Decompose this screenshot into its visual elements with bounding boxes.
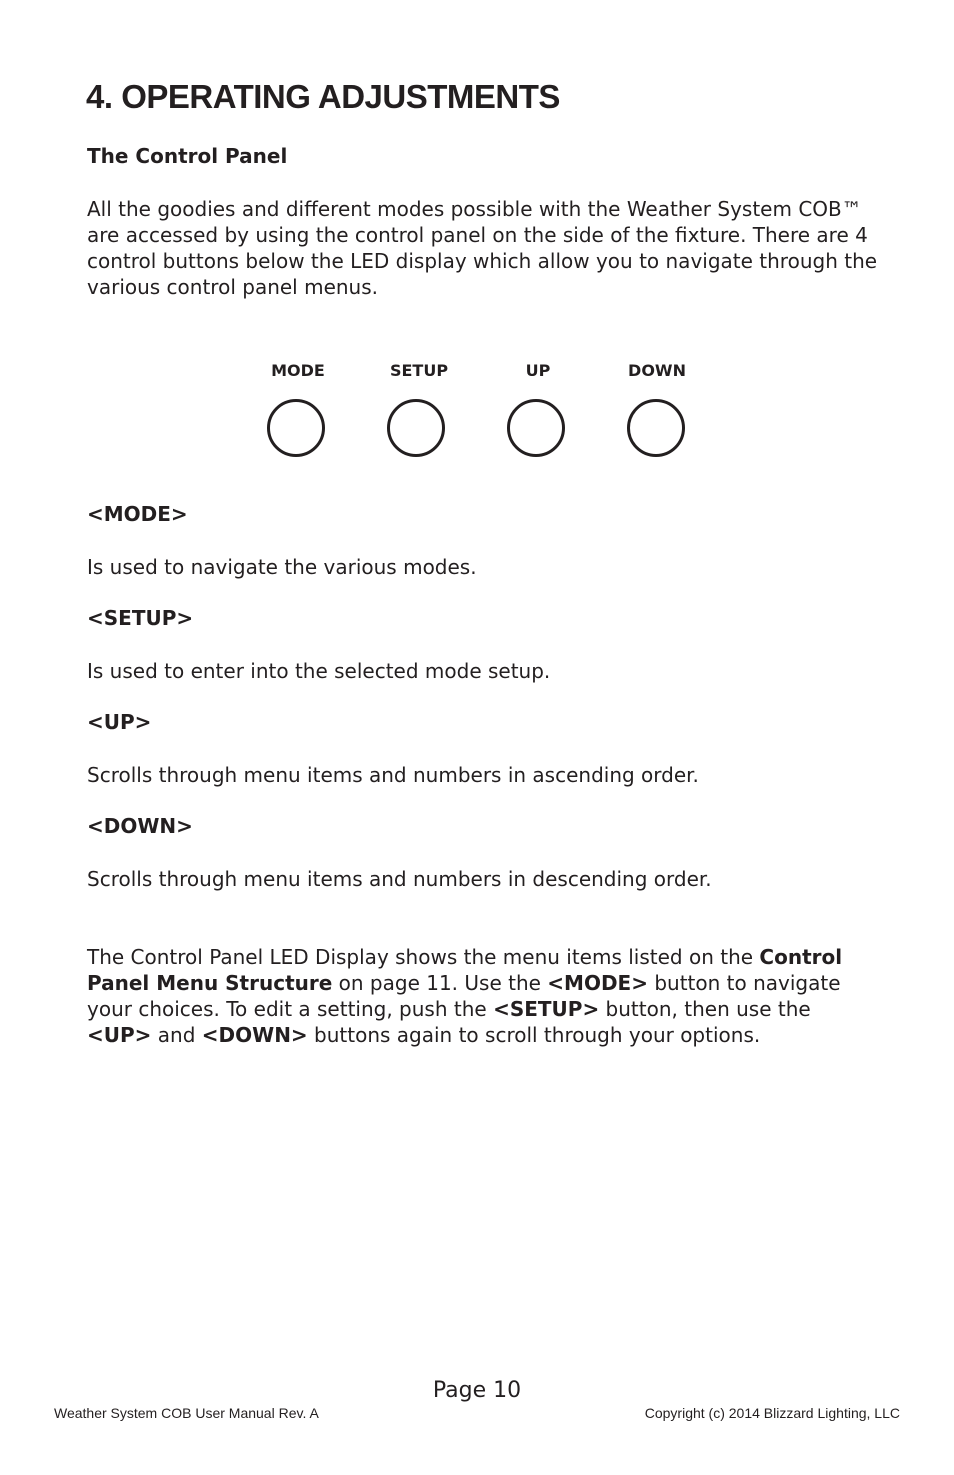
setup-heading: <SETUP> [87, 606, 194, 630]
summary-text: The Control Panel LED Display shows the menu items listed on the [87, 945, 760, 969]
down-description: Scrolls through menu items and numbers in descending order. [87, 867, 712, 891]
summary-text: button, then use the [599, 997, 811, 1021]
menu-structure-reference: Control Panel Menu Structure [87, 945, 843, 995]
summary-text: and [151, 1023, 202, 1047]
section-heading-control-panel: The Control Panel [87, 144, 288, 168]
down-button-circle [627, 399, 685, 457]
setup-button-label: SETUP [389, 361, 449, 380]
up-heading: <UP> [87, 710, 152, 734]
mode-reference: <MODE> [547, 971, 648, 995]
up-button-label: UP [525, 361, 551, 380]
setup-button-circle [387, 399, 445, 457]
page-title: 4. OPERATING ADJUSTMENTS [86, 78, 560, 115]
mode-heading: <MODE> [87, 502, 188, 526]
intro-paragraph: All the goodies and different modes possible with the Weather System COB™ are accessed by using the control panel on the side of the fixture. There are 4 control buttons below the LED display which allow you to navigate through the various control panel menus. [87, 197, 878, 299]
summary-text: button to navigate your choices. To edit a setting, push the [87, 971, 841, 1021]
summary-text: on page 11. Use the [332, 971, 548, 995]
up-button-circle [507, 399, 565, 457]
down-reference: <DOWN> [201, 1023, 308, 1047]
up-description: Scrolls through menu items and numbers in ascending order. [87, 763, 699, 787]
mode-description: Is used to navigate the various modes. [87, 555, 477, 579]
summary-paragraph [87, 944, 877, 1048]
setup-description: Is used to enter into the selected mode setup. [87, 659, 551, 683]
mode-button-circle [267, 399, 325, 457]
page-number: Page 10 [432, 1378, 522, 1403]
up-reference: <UP> [87, 1023, 152, 1047]
down-button-label: DOWN [628, 361, 686, 380]
setup-reference: <SETUP> [493, 997, 600, 1021]
footer-manual-title: Weather System COB User Manual Rev. A [54, 1405, 319, 1421]
mode-button-label: MODE [271, 361, 325, 380]
footer-copyright: Copyright (c) 2014 Blizzard Lighting, LLC [644, 1405, 900, 1421]
down-heading: <DOWN> [87, 814, 193, 838]
summary-text: buttons again to scroll through your options. [307, 1023, 761, 1047]
